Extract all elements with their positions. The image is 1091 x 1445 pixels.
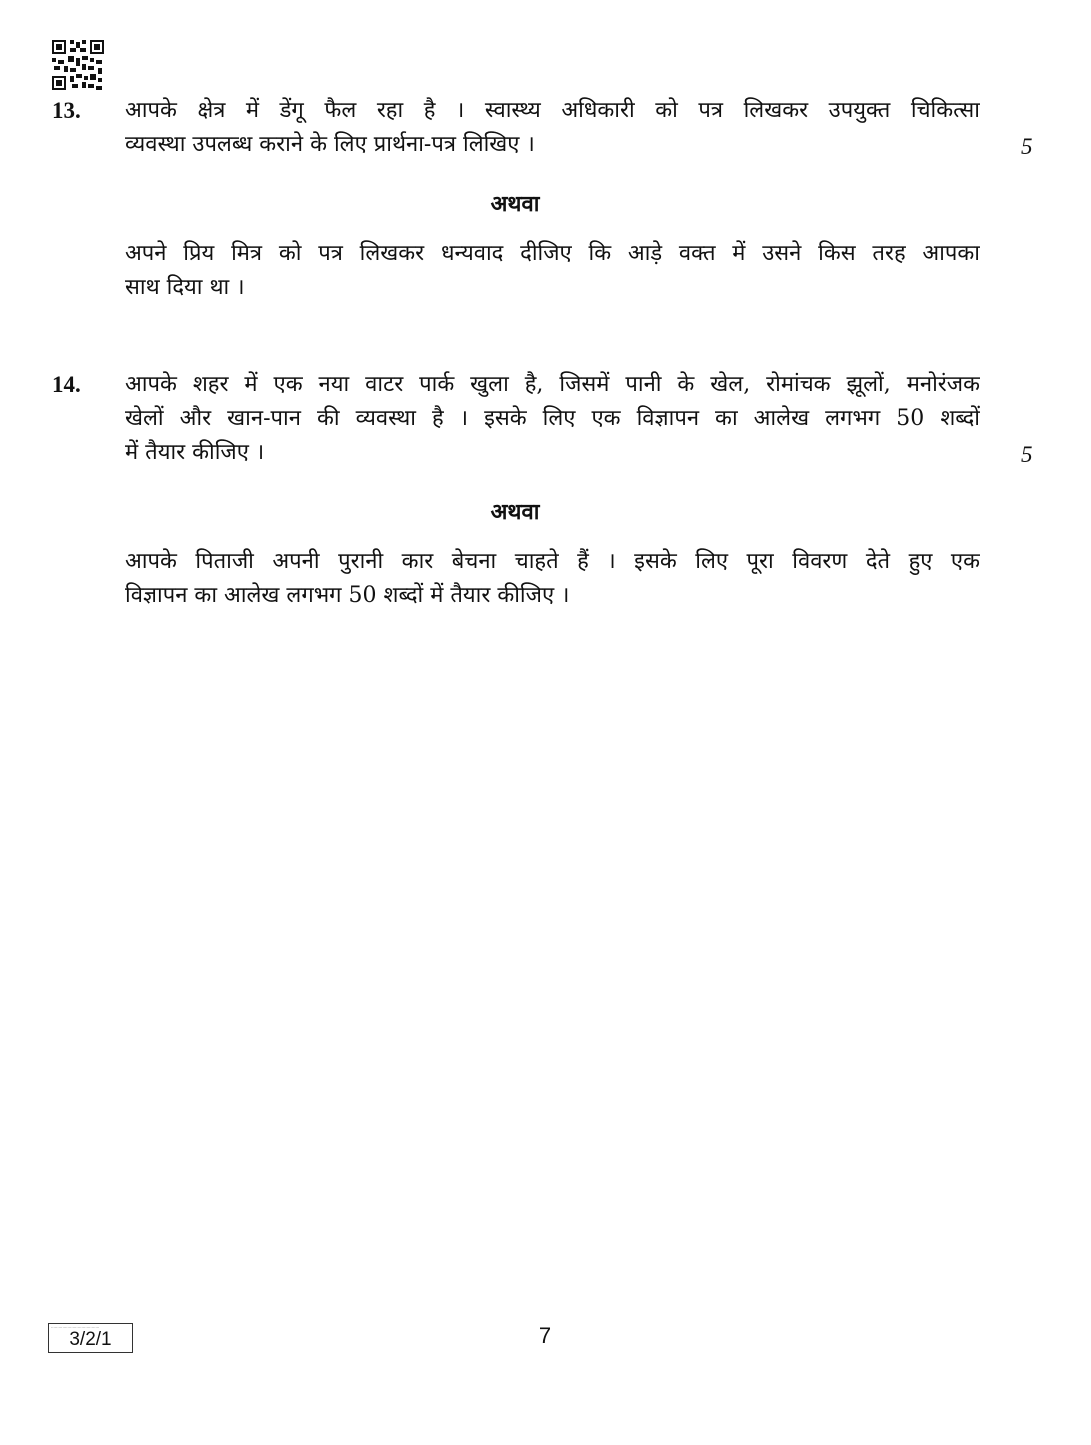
question-line: विज्ञापन का आलेख लगभग 50 शब्दों में तैयार कीजिए । — [125, 583, 570, 608]
alternative-question-text — [125, 237, 980, 305]
question-number: 14. — [52, 372, 81, 397]
qr-code — [52, 40, 104, 90]
alternative-question-text — [125, 545, 980, 613]
code-box-microtext: ······································ — [51, 1325, 100, 1330]
or-label: अथवा — [490, 499, 540, 525]
question-text — [125, 94, 980, 162]
question-number: 13. — [52, 98, 81, 123]
paper-code: 3/2/1 — [69, 1329, 112, 1350]
or-label: अथवा — [490, 191, 540, 217]
question-line: व्यवस्था उपलब्ध कराने के लिए प्रार्थना-पत्र लिखिए । — [125, 132, 535, 157]
page-number: 7 — [538, 1323, 552, 1348]
question-line: में तैयार कीजिए । — [125, 440, 265, 465]
question-line: साथ दिया था । — [125, 275, 245, 300]
question-text — [125, 368, 980, 470]
question-marks: 5 — [1021, 134, 1033, 159]
paper-code-box — [48, 1323, 133, 1353]
question-line: अपने प्रिय मित्र को पत्र लिखकर धन्यवाद दीजिए कि आड़े वक्त में उसने किस तरह आपका — [125, 241, 980, 266]
question-line: आपके क्षेत्र में डेंगू फैल रहा है । स्वास्थ्य अधिकारी को पत्र लिखकर उपयुक्त चिकित्सा — [125, 98, 980, 123]
question-line: आपके पिताजी अपनी पुरानी कार बेचना चाहते हैं । इसके लिए पूरा विवरण देते हुए एक — [125, 549, 980, 574]
question-line: खेलों और खान-पान की व्यवस्था है । इसके लिए एक विज्ञापन का आलेख लगभग 50 शब्दों — [125, 406, 980, 431]
question-line: आपके शहर में एक नया वाटर पार्क खुला है, जिसमें पानी के खेल, रोमांचक झूलों, मनोरंजक — [125, 372, 980, 397]
question-marks: 5 — [1021, 442, 1033, 467]
